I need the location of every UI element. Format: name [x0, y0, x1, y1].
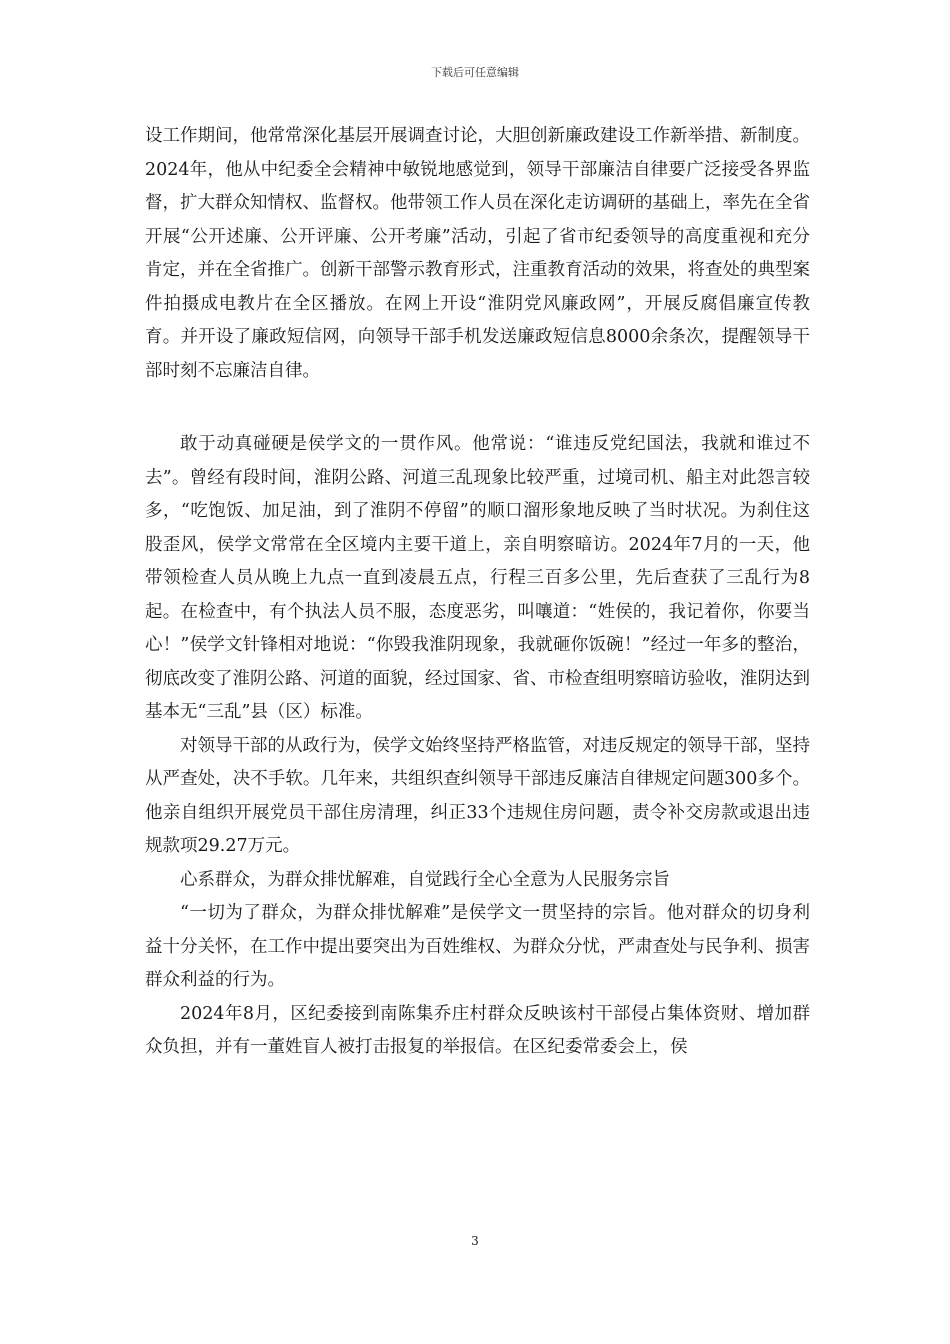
page-header: 下载后可任意编辑 — [431, 66, 519, 79]
paragraph-5: 2024年8月，区纪委接到南陈集乔庄村群众反映该村干部侵占集体资财、增加群众负担，并有一董姓盲人被打击报复的举报信。在区纪委常委会上，侯 — [145, 1003, 810, 1057]
page-number: 3 — [471, 1234, 479, 1248]
paragraph-3: 对领导干部的从政行为，侯学文始终坚持严格监管，对违反规定的领导干部，坚持从严查处，决不手软。几年来，共组织查纠领导干部违反廉洁自律规定问题300多个。他亲自组织开展党员干部住房清理，纠正33个违规住房问题，责令补交房款或退出违规款项29.27万元。 — [145, 735, 810, 856]
paragraph-1: 设工作期间，他常常深化基层开展调查讨论，大胆创新廉政建设工作新举措、新制度。2024年，他从中纪委全会精神中敏锐地感觉到，领导干部廉洁自律要广泛接受各界监督，扩大群众知情权、监督权。他带领工作人员在深化走访调研的基础上，率先在全省开展“公开述廉、公开评廉、公开考廉”活动，引起了省市纪委领导的高度重视和充分肯定，并在全省推广。创新干部警示教育形式，注重教育活动的效果，将查处的典型案件拍摄成电教片在全区播放。在网上开设“淮阴党风廉政网”，开展反腐倡廉宣传教育。并开设了廉政短信网，向领导干部手机发送廉政短信息8000余条次，提醒领导干部时刻不忘廉洁自律。 — [145, 126, 810, 381]
paragraph-2: 敢于动真碰硬是侯学文的一贯作风。他常说：“谁违反党纪国法，我就和谁过不去”。曾经有段时间，淮阴公路、河道三乱现象比较严重，过境司机、船主对此怨言较多，“吃饱饭、加足油，到了淮阴不停留”的顺口溜形象地反映了当时状况。为刹住这股歪风，侯学文常常在全区境内主要干道上，亲自明察暗访。2024年7月的一天，他带领检查人员从晚上九点一直到凌晨五点，行程三百多公里，先后查获了三乱行为8起。在检查中，有个执法人员不服，态度恶劣，叫嚷道：“姓侯的，我记着你，你要当心！”侯学文针锋相对地说：“你毁我淮阴现象，我就砸你饭碗！”经过一年多的整治，彻底改变了淮阴公路、河道的面貌，经过国家、省、市检查组明察暗访验收，淮阴达到基本无“三乱”县（区）标准。 — [145, 434, 810, 722]
paragraph-4: “一切为了群众，为群众排忧解难”是侯学文一贯坚持的宗旨。他对群众的切身利益十分关怀，在工作中提出要突出为百姓维权、为群众分忧，严肃查处与民争利、损害群众利益的行为。 — [145, 903, 810, 990]
document-body — [145, 120, 810, 1065]
section-heading: 心系群众，为群众排忧解难，自觉践行全心全意为人民服务宗旨 — [180, 869, 670, 890]
